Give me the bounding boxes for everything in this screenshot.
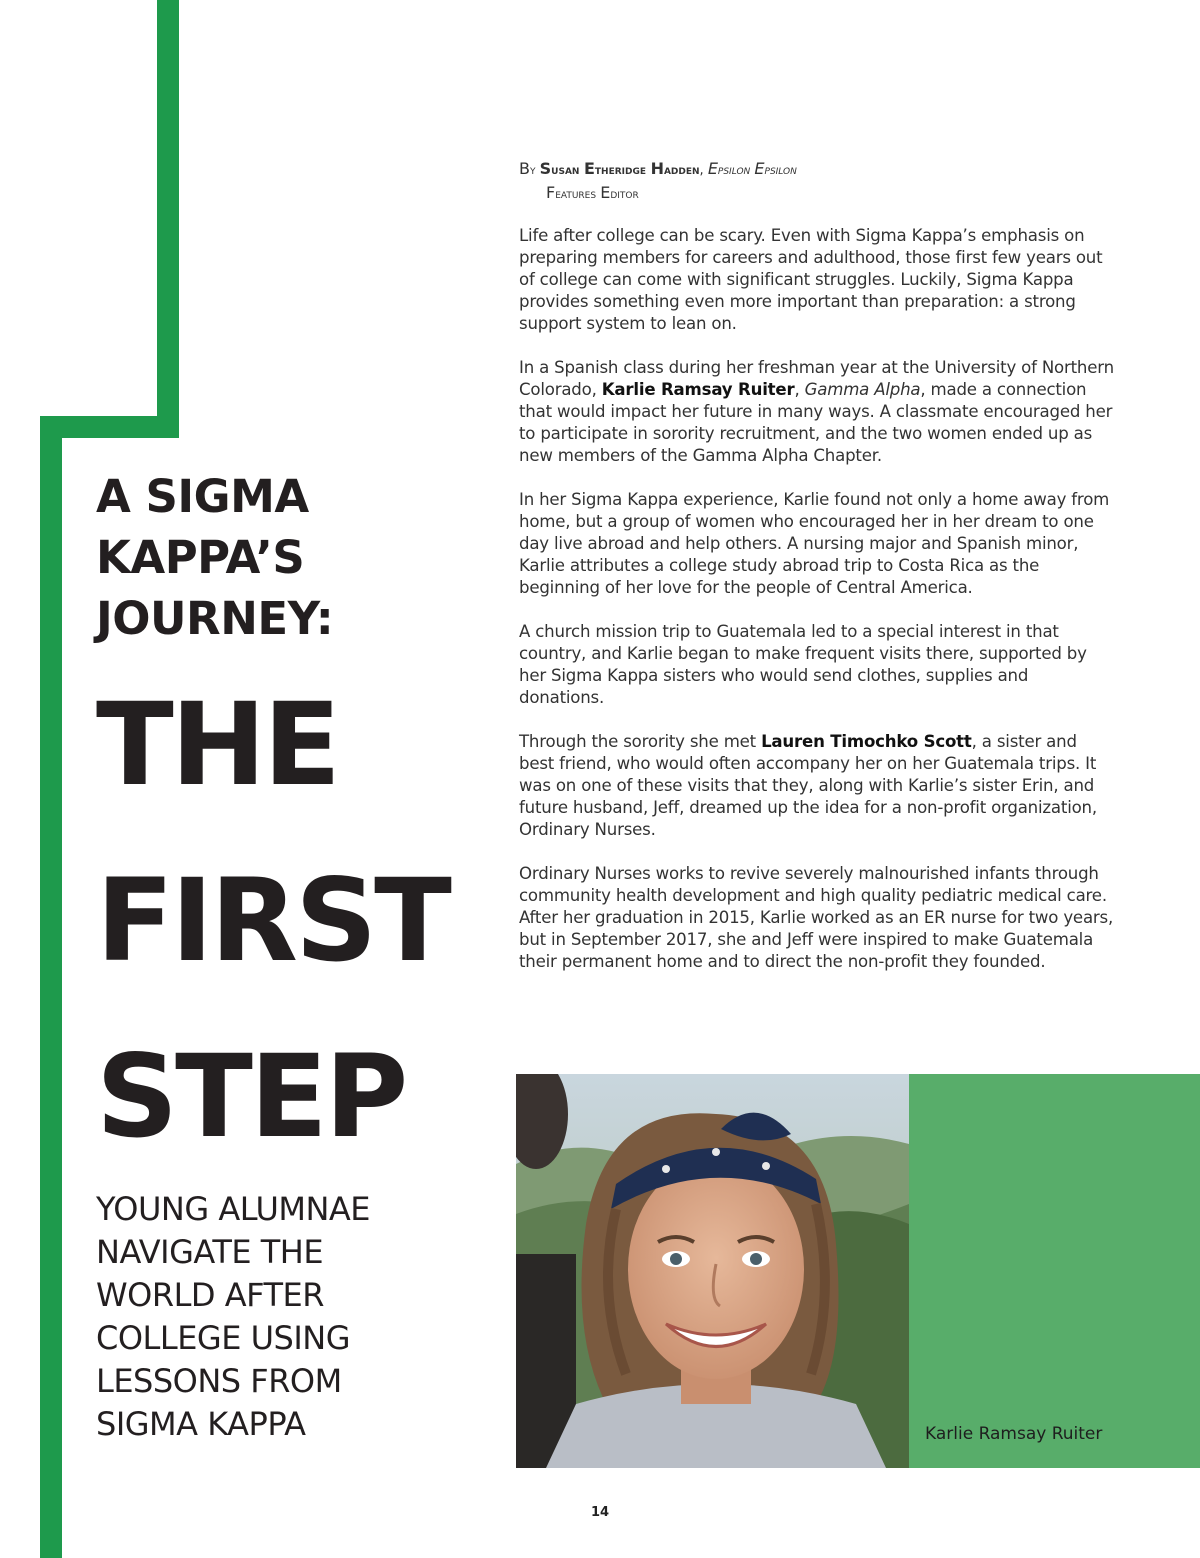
headline-kicker-line: KAPPA’S [96,531,305,584]
caption-background [909,1074,1200,1468]
byline-separator: , [699,163,708,178]
headline-kicker-line: A SIGMA [96,470,309,523]
subhead-line: WORLD AFTER [96,1276,324,1314]
headline-kicker-line: JOURNEY: [96,592,334,645]
page-number: 14 [590,1505,610,1520]
subhead [96,1188,496,1446]
byline-author: Susan Etheridge Hadden [539,159,700,178]
headline-big-line: STEP [96,1030,406,1163]
green-frame-top-vertical [157,0,179,438]
headline-big-line: FIRST [96,854,449,987]
headline [96,466,496,1185]
article-paragraph: Ordinary Nurses works to revive severely malnourished infants through community health development and high quality pediatric medical care. After her graduation in 2015, Karlie worked as an ER nurse for two years, but in September 2017, she and Jeff were inspired to make Guatemala their permanent home and to direct the non-profit they founded. [519,864,1114,971]
article-body [519,225,1115,995]
portrait-illustration [516,1074,909,1468]
byline-chapter: Epsilon Epsilon [707,159,797,178]
subhead-line: YOUNG ALUMNAE [96,1190,371,1228]
member-name: Karlie Ramsay Ruiter [601,380,795,399]
subhead-line: LESSONS FROM [96,1362,342,1400]
subhead-line: NAVIGATE THE [96,1233,324,1271]
chapter-name: Gamma Alpha [804,380,921,399]
article-paragraph: In a Spanish class during her freshman year at the University of Northern Colorado, Karlie Ramsay Ruiter, Gamma Alpha, made a connection that would impact her future in many ways. A classmate encouraged her to participate in sorority recruitment, and the two women ended up as new members of the Gamma Alpha Chapter. [519,358,1114,465]
member-name: Lauren Timochko Scott [761,732,972,751]
headline-big-line: THE [96,678,339,811]
byline-by: By [519,159,536,178]
article-paragraph: A church mission trip to Guatemala led to a special interest in that country, and Karlie began to make frequent visits there, supported by her Sigma Kappa sisters who would send clothes, supplies and donations. [519,622,1087,707]
subhead-line: COLLEGE USING [96,1319,350,1357]
byline-role: Features Editor [546,183,639,202]
photo-caption: Karlie Ramsay Ruiter [925,1424,1103,1444]
article-paragraph: Life after college can be scary. Even with Sigma Kappa’s emphasis on preparing members for careers and adulthood, those first few years out of college can come with significant struggles. Luckily, Sigma Kappa provides something even more important than preparation: a strong support system to lean on. [519,226,1103,333]
subhead-line: SIGMA KAPPA [96,1405,306,1443]
byline [519,158,1119,206]
article-paragraph: In her Sigma Kappa experience, Karlie found not only a home away from home, but a group of women who encouraged her in her dream to one day live abroad and help others. A nursing major and Spanish minor, Karlie attributes a college study abroad trip to Costa Rica as the beginning of her love for the people of Central America. [519,490,1110,597]
portrait-photo [516,1074,909,1468]
green-frame-left-vertical [40,416,62,1558]
article-paragraph: Through the sorority she met Lauren Timochko Scott, a sister and best friend, who would often accompany her on her Guatemala trips. It was on one of these visits that they, along with Karlie’s sister Erin, and future husband, Jeff, dreamed up the idea for a non-profit organization, Ordinary Nurses. [519,732,1097,839]
